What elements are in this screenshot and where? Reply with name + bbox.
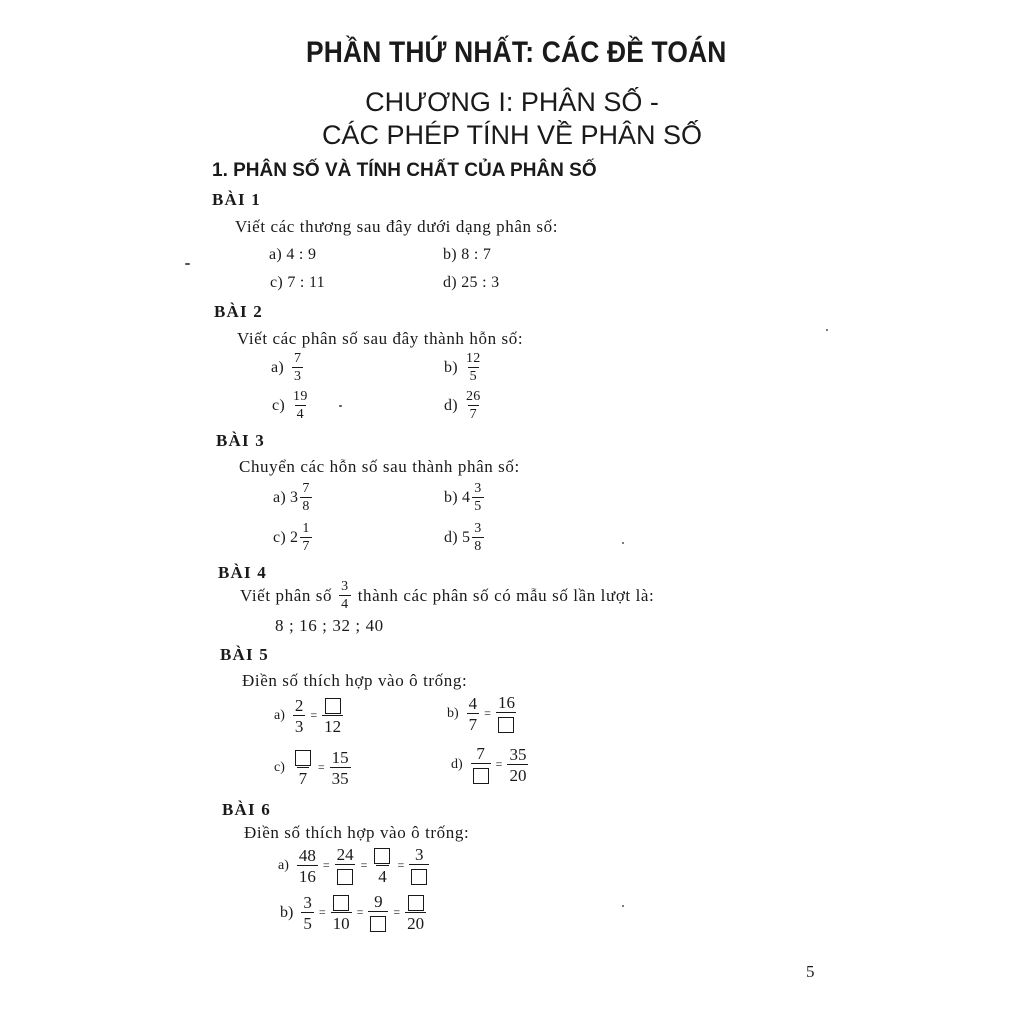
bai-3-item-b [444, 482, 486, 514]
fraction: $\frac{3}{5}$ [303, 892, 312, 933]
item-label: b) [280, 903, 294, 921]
fraction: 10 [331, 893, 352, 932]
equals-sign: = [310, 708, 318, 723]
fraction: 3 [409, 846, 429, 885]
item-label: b) [447, 705, 459, 721]
scan-speck [339, 405, 342, 407]
empty-box-icon [337, 869, 353, 885]
bai-4-denominator-list: 8 ; 16 ; 32 ; 40 [275, 616, 384, 635]
empty-box-icon [370, 916, 386, 932]
item-label: d) [451, 756, 463, 772]
fraction: $\frac{12}{5}$ [465, 351, 481, 384]
fraction: 12 [322, 696, 343, 735]
bai-3-title: BÀI 3 [216, 431, 265, 450]
equals-sign: = [360, 858, 368, 873]
fraction: 20 [405, 893, 426, 932]
empty-box-icon [408, 895, 424, 911]
fraction: 16 [496, 694, 517, 733]
chapter-title-line-1: CHƯƠNG I: PHÂN SỐ - [365, 87, 659, 117]
fraction: 7 [293, 748, 313, 787]
answer-box [335, 864, 355, 885]
bai-6-item-a [278, 846, 431, 885]
empty-box-icon [473, 768, 489, 784]
bai-6-title: BÀI 6 [222, 800, 271, 819]
bai-3-item-d [444, 522, 486, 554]
chapter-title-line-2: CÁC PHÉP TÍNH VỀ PHÂN SỐ [321, 120, 703, 150]
fraction: $\frac{7}{8}$ [302, 481, 310, 514]
fraction: 24 [335, 846, 356, 885]
equals-sign: = [484, 706, 491, 721]
bai-1-item-d: d) 25 : 3 [443, 274, 500, 291]
fraction: $\frac{4}{7}$ [468, 693, 478, 734]
bai-2-item-c [272, 390, 312, 422]
item-label: a) [273, 489, 287, 506]
item-label: a) [271, 359, 285, 376]
empty-box-icon [295, 750, 311, 766]
item-label: a) [274, 707, 285, 723]
equals-sign: = [495, 757, 503, 772]
item-label: b) [444, 489, 458, 506]
answer-box [323, 696, 343, 715]
fraction: 9 [368, 893, 388, 932]
item-label: a) [278, 857, 289, 873]
bai-4-instruction [240, 580, 654, 612]
bai-1-instruction: Viết các thương sau đây dưới dạng phân số: [235, 217, 559, 236]
empty-box-icon [325, 698, 341, 714]
fraction: $\frac{26}{7}$ [465, 389, 481, 422]
empty-box-icon [374, 848, 390, 864]
fraction: $\frac{2}{3}$ [294, 695, 304, 736]
item-label: d) [444, 529, 458, 546]
bai-1-title: BÀI 1 [212, 190, 261, 209]
answer-box [471, 763, 491, 784]
answer-box [293, 748, 313, 767]
bai-2-title: BÀI 2 [214, 302, 263, 321]
bai-3-item-a [273, 482, 314, 514]
item-label: c) [272, 397, 286, 414]
mixed-whole: 3 [290, 489, 299, 506]
empty-box-icon [498, 717, 514, 733]
bai-1-item-c: c) 7 : 11 [270, 274, 325, 291]
fraction: 7 [471, 745, 491, 784]
fraction: $\frac{15}{35}$ [331, 747, 349, 788]
equals-sign: = [322, 858, 330, 873]
fraction: 4 [372, 846, 392, 885]
equals-sign: = [356, 905, 364, 920]
equals-sign: = [393, 905, 401, 920]
bai-6-instruction: Điền số thích hợp vào ô trống: [244, 823, 470, 842]
instruction-text: Viết phân số [240, 586, 333, 605]
bai-3-instruction: Chuyển các hỗn số sau thành phân số: [239, 457, 520, 476]
page-number: 5 [806, 962, 815, 981]
equals-sign: = [397, 858, 405, 873]
bai-6-item-b [280, 893, 428, 932]
bai-2-instruction: Viết các phân số sau đây thành hỗn số: [237, 329, 524, 348]
part-title: PHẦN THỨ NHẤT: CÁC ĐỀ TOÁN [306, 36, 727, 69]
scan-speck [826, 329, 828, 331]
bai-1-item-b: b) 8 : 7 [443, 246, 492, 263]
bai-5-item-c [274, 748, 353, 787]
fraction: $\frac{3}{8}$ [474, 521, 482, 554]
mixed-whole: 2 [290, 529, 299, 546]
item-label: c) [273, 529, 287, 546]
equals-sign: = [318, 905, 326, 920]
fraction: $\frac{35}{20}$ [509, 744, 527, 785]
answer-box [409, 864, 429, 885]
answer-box [406, 893, 426, 912]
instruction-text: thành các phân số có mẫu số lần lượt là: [357, 586, 655, 605]
fraction: $\frac{3}{5}$ [474, 481, 482, 514]
empty-box-icon [411, 869, 427, 885]
fraction: $\frac{19}{4}$ [293, 389, 308, 422]
bai-2-item-b [444, 352, 485, 384]
fraction: $\frac{48}{16}$ [298, 845, 316, 886]
item-label: c) [274, 759, 285, 775]
empty-box-icon [333, 895, 349, 911]
section-title: 1. PHÂN SỐ VÀ TÍNH CHẤT CỦA PHÂN SỐ [212, 160, 597, 181]
bai-2-item-a [271, 352, 305, 384]
answer-box [331, 893, 351, 912]
bai-4-title: BÀI 4 [218, 563, 267, 582]
bai-5-item-d [451, 745, 530, 784]
answer-box [496, 712, 516, 733]
fraction: $\frac{1}{7}$ [302, 521, 310, 554]
bai-2-item-d [444, 390, 485, 422]
bai-5-item-b [447, 694, 519, 733]
bai-1-item-a: a) 4 : 9 [269, 246, 317, 263]
mixed-whole: 5 [461, 529, 471, 546]
mixed-whole: 4 [461, 489, 471, 506]
bai-3-item-c [273, 522, 314, 554]
scan-speck [622, 542, 624, 544]
scan-speck [622, 905, 624, 907]
item-label: d) [444, 397, 458, 414]
answer-box [372, 846, 392, 865]
fraction: $\frac{7}{3}$ [294, 351, 302, 384]
scan-speck [185, 263, 190, 265]
bai-5-instruction: Điền số thích hợp vào ô trống: [242, 671, 468, 690]
item-label: b) [444, 359, 458, 376]
bai-5-title: BÀI 5 [220, 645, 269, 664]
fraction: $\frac{3}{4}$ [341, 579, 349, 612]
equals-sign: = [317, 760, 325, 775]
answer-box [368, 911, 388, 932]
bai-5-item-a [274, 696, 345, 735]
